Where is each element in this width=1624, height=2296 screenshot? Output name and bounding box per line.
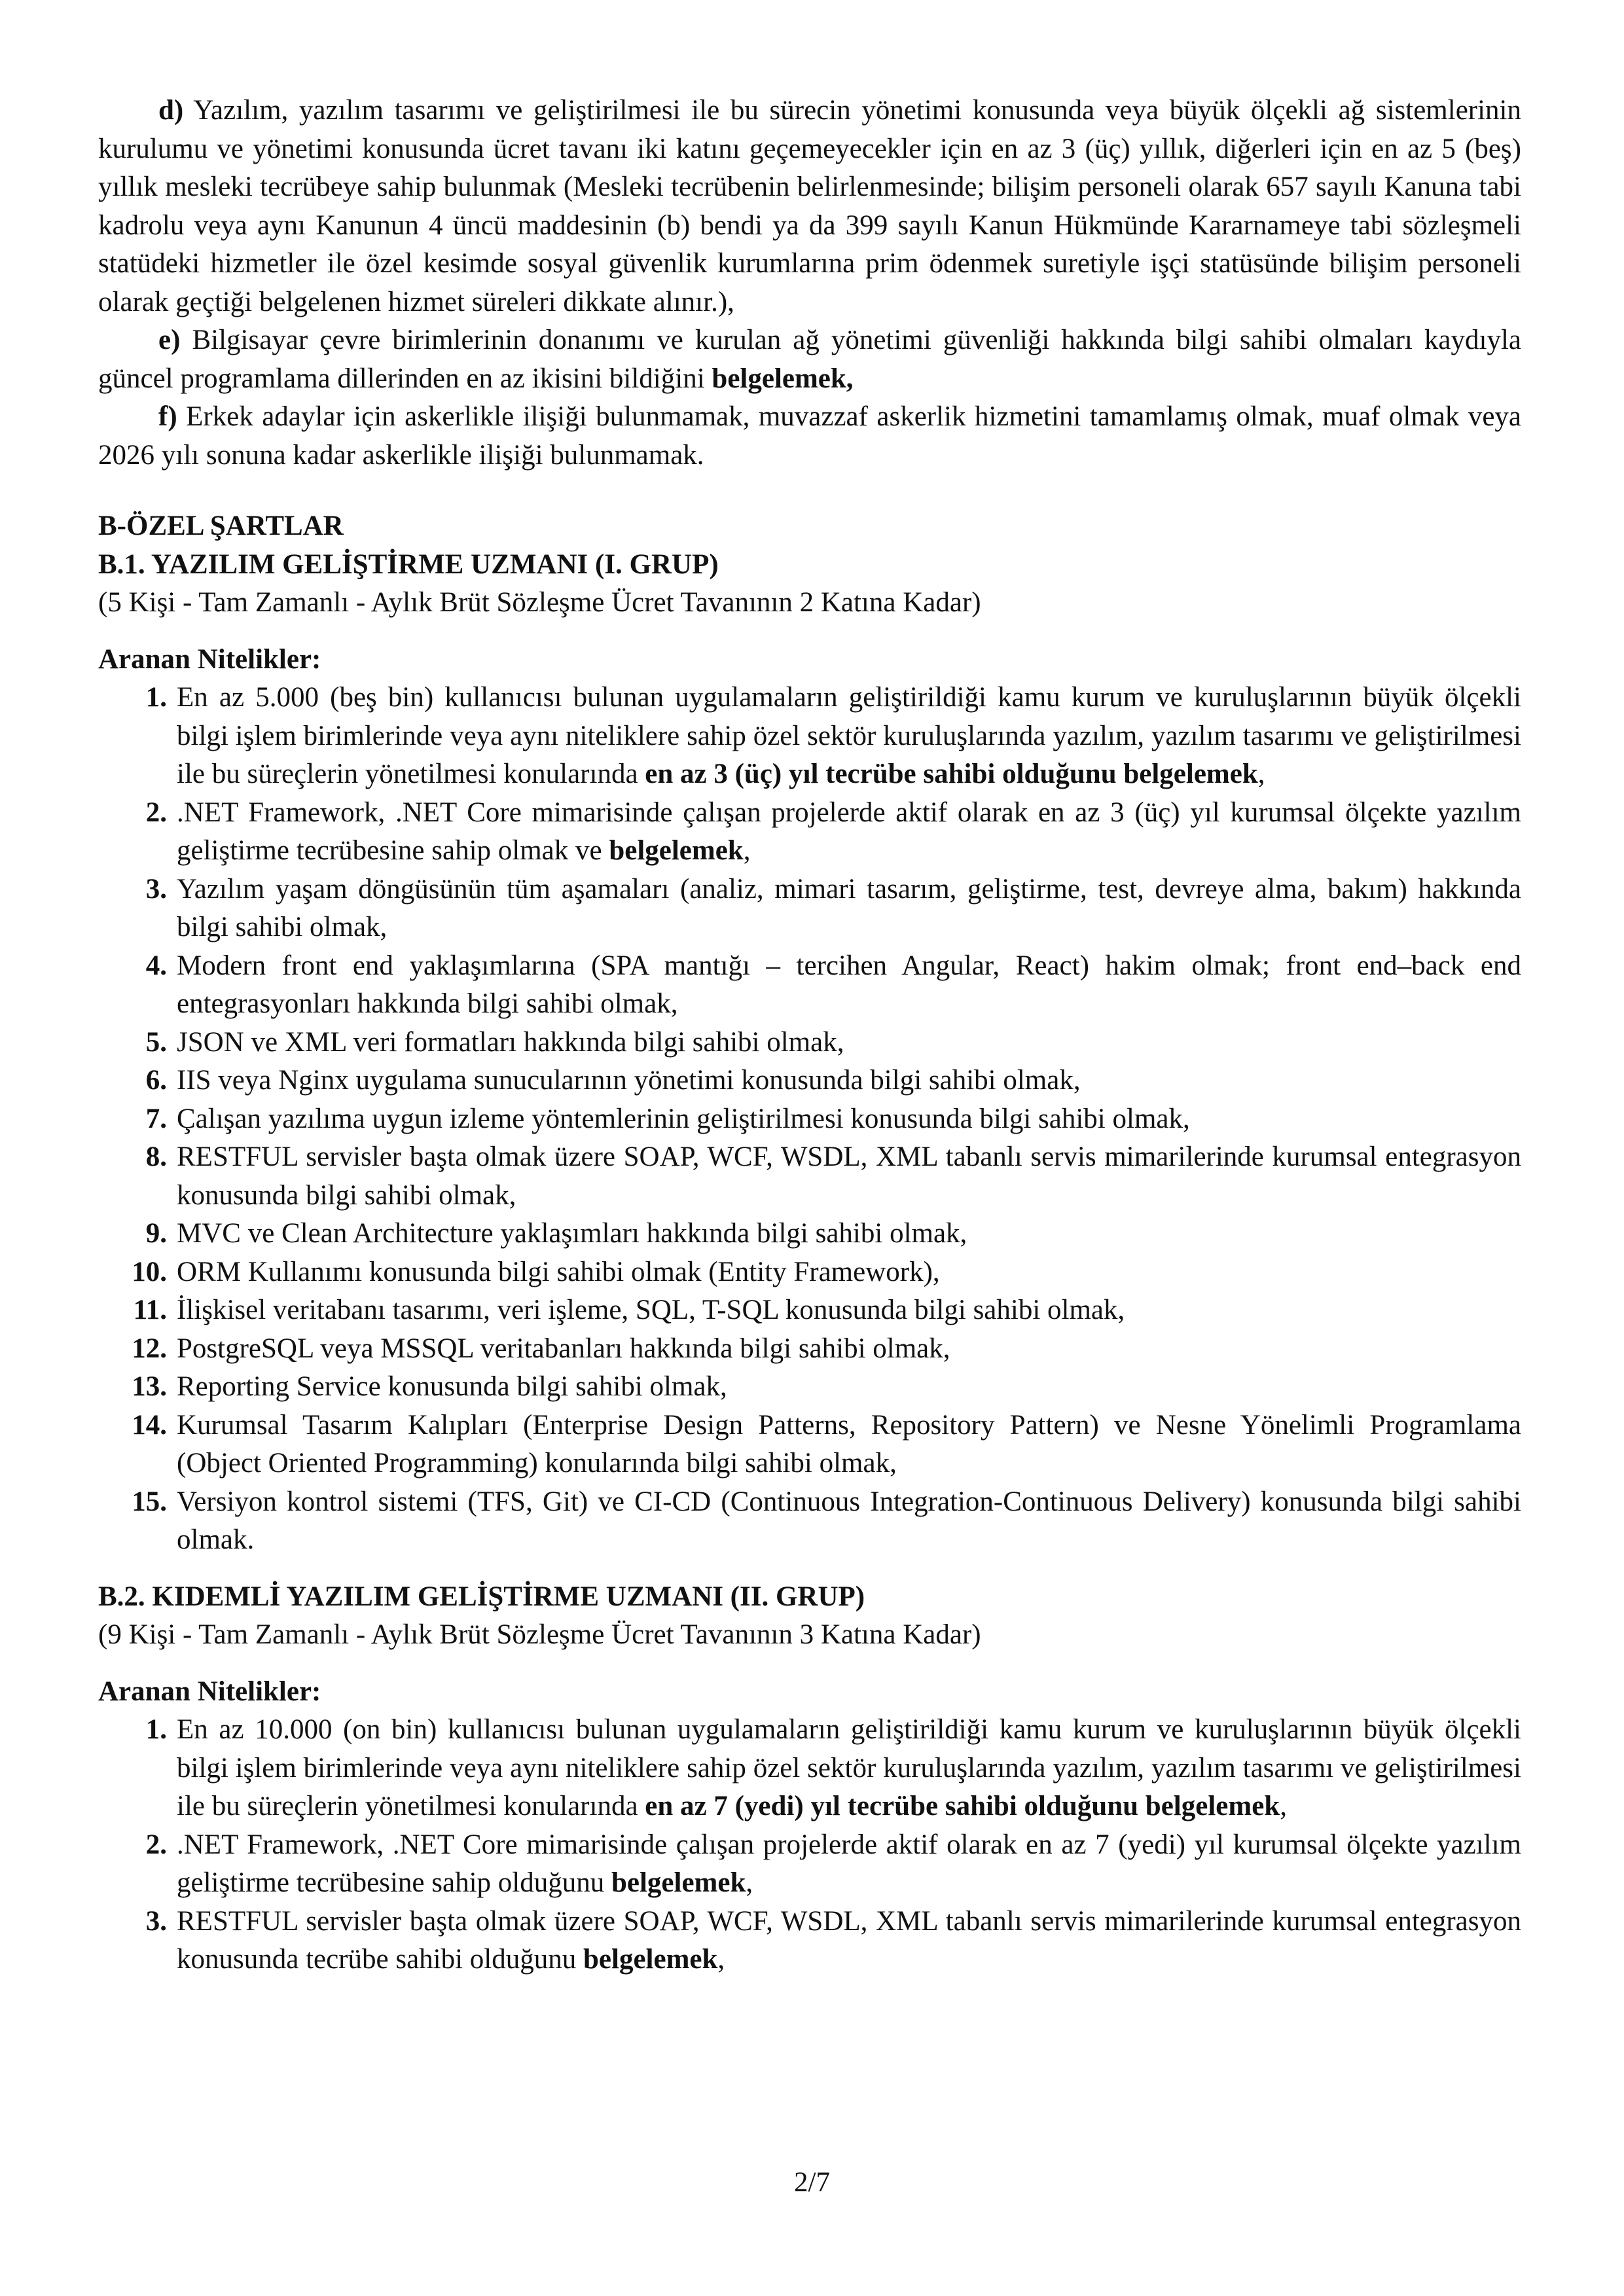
group1-qualifications-heading: Aranan Nitelikler: xyxy=(98,643,321,675)
list-item-number: 7. xyxy=(145,1103,167,1134)
list-item-number: 3. xyxy=(145,873,167,905)
list-item-text: RESTFUL servisler başta olmak üzere SOAP, WCF, WSDL, XML tabanlı servis mimarilerinde kurumsal entegrasyon konusunda tecrübe sahibi olduğunu xyxy=(177,1905,1521,1975)
list-item-text: .NET Framework, .NET Core mimarisinde çalışan projelerde aktif olarak en az 7 (yedi) yıl kurumsal ölçekte yazılım geliştirme tecrübesine sahip olduğunu xyxy=(177,1829,1521,1898)
list-item-text: RESTFUL servisler başta olmak üzere SOAP, WCF, WSDL, XML tabanlı servis mimarilerinde kurumsal entegrasyon konusunda bilgi sahibi olmak, xyxy=(177,1141,1521,1211)
list-item-emphasis: belgelemek xyxy=(611,1867,746,1898)
list-item-emphasis: belgelemek xyxy=(609,835,744,866)
group2-title: B.2. KIDEMLİ YAZILIM GELİŞTİRME UZMANI (II. GRUP) xyxy=(98,1581,865,1612)
list-item-text: PostgreSQL veya MSSQL veritabanları hakkında bilgi sahibi olmak, xyxy=(177,1333,950,1364)
list-item-number: 9. xyxy=(145,1218,167,1249)
list-item-number: 2. xyxy=(145,1829,167,1860)
paragraph-f xyxy=(98,398,1521,475)
list-item xyxy=(98,1062,1521,1100)
list-item-tail: , xyxy=(717,1944,725,1975)
list-item xyxy=(98,1368,1521,1407)
group2-subtitle: (9 Kişi - Tam Zamanlı - Aylık Brüt Sözleşme Ücret Tavanının 3 Katına Kadar) xyxy=(98,1619,981,1650)
list-item xyxy=(98,1826,1521,1903)
list-item-tail: , xyxy=(1280,1791,1287,1821)
list-item-number: 12. xyxy=(132,1333,167,1364)
list-item xyxy=(98,1407,1521,1483)
group1-title: B.1. YAZILIM GELİŞTİRME UZMANI (I. GRUP) xyxy=(98,548,719,580)
list-item xyxy=(98,1100,1521,1139)
list-item-text: En az 10.000 (on bin) kullanıcısı bulunan uygulamaların geliştirildiği kamu kurum ve kuruluşlarının büyük ölçekli bilgi işlem birimlerinde veya aynı niteliklere sahip özel sektör kuruluşlarında yazılım, yazılım tasarımı ve geliştirilmesi ile bu süreçlerin yönetilmesi konularında xyxy=(177,1714,1521,1821)
group1-subtitle: (5 Kişi - Tam Zamanlı - Aylık Brüt Sözleşme Ücret Tavanının 2 Katına Kadar) xyxy=(98,587,981,618)
list-item-text: ORM Kullanımı konusunda bilgi sahibi olmak (Entity Framework), xyxy=(177,1256,940,1287)
list-item-text: Reporting Service konusunda bilgi sahibi olmak, xyxy=(177,1371,727,1402)
list-item-number: 11. xyxy=(133,1295,167,1325)
list-item-number: 15. xyxy=(132,1486,167,1517)
document-page xyxy=(98,92,1521,1979)
list-item-number: 5. xyxy=(145,1026,167,1058)
list-item xyxy=(98,1483,1521,1560)
paragraph-e-bold: belgelemek, xyxy=(712,363,854,394)
list-item-text: .NET Framework, .NET Core mimarisinde çalışan projelerde aktif olarak en az 3 (üç) yıl kurumsal ölçekte yazılım geliştirme tecrübesine sahip olmak ve xyxy=(177,797,1521,866)
list-item-text: Çalışan yazılıma uygun izleme yöntemlerinin geliştirilmesi konusunda bilgi sahibi olmak, xyxy=(177,1103,1190,1134)
paragraph-f-text: Erkek adaylar için askerlikle ilişiği bulunmamak, muvazzaf askerlik hizmetini tamamlamış olmak, muaf olmak veya 2026 yılı sonuna kadar askerlikle ilişiği bulunmamak. xyxy=(98,401,1521,471)
list-item-emphasis: en az 3 (üç) yıl tecrübe sahibi olduğunu belgelemek xyxy=(645,759,1258,789)
list-item-number: 3. xyxy=(145,1905,167,1937)
page-number: 2/7 xyxy=(794,2167,830,2198)
paragraph-e xyxy=(98,321,1521,398)
list-item-text: Versiyon kontrol sistemi (TFS, Git) ve CI-CD (Continuous Integration-Continuous Delivery) konusunda bilgi sahibi olmak. xyxy=(177,1486,1521,1555)
list-item-tail: , xyxy=(746,1867,753,1898)
list-item-text: Yazılım yaşam döngüsünün tüm aşamaları (analiz, mimari tasarım, geliştirme, test, devreye alma, bakım) hakkında bilgi sahibi olmak, xyxy=(177,873,1521,942)
list-item-number: 2. xyxy=(145,797,167,828)
list-item-text: İlişkisel veritabanı tasarımı, veri işleme, SQL, T-SQL konusunda bilgi sahibi olmak, xyxy=(177,1295,1125,1325)
list-item-tail: , xyxy=(1257,759,1265,789)
group1-qualification-list xyxy=(98,679,1521,1560)
paragraph-f-label: f) xyxy=(158,401,177,432)
list-item xyxy=(98,1711,1521,1826)
group2-qualification-list xyxy=(98,1711,1521,1979)
list-item-number: 1. xyxy=(145,682,167,713)
list-item-text: IIS veya Nginx uygulama sunucularının yönetimi konusunda bilgi sahibi olmak, xyxy=(177,1065,1081,1096)
list-item-text: Modern front end yaklaşımlarına (SPA mantığı – tercihen Angular, React) hakim olmak; front end–back end entegrasyonları hakkında bilgi sahibi olmak, xyxy=(177,950,1521,1019)
list-item-tail: , xyxy=(743,835,751,866)
list-item-number: 6. xyxy=(145,1065,167,1096)
list-item xyxy=(98,1024,1521,1062)
paragraph-d-label: d) xyxy=(158,95,184,126)
list-item xyxy=(98,1138,1521,1215)
paragraph-d-text: Yazılım, yazılım tasarımı ve geliştirilmesi ile bu sürecin yönetimi konusunda veya büyük ölçekli ağ sistemlerinin kurulumu ve yönetimi konusunda ücret tavanı iki katını geçemeyecekler için en az 3 (üç) yıllık, diğerleri için en az 5 (beş) yıllık mesleki tecrübeye sahip bulunmak (Mesleki tecrübenin belirlenmesinde; bilişim personeli olarak 657 sayılı Kanuna tabi kadrolu veya aynı Kanunun 4 üncü maddesinin (b) bendi ya da 399 sayılı Kanun Hükmünde Kararnameye tabi sözleşmeli statüdeki hizmetler ile özel kesimde sosyal güvenlik kurumlarına prim ödenmek suretiyle işçi statüsünde bilişim personeli olarak geçtiği belgelenen hizmet süreleri dikkate alınır.), xyxy=(98,95,1521,317)
list-item-emphasis: en az 7 (yedi) yıl tecrübe sahibi olduğunu belgelemek xyxy=(645,1791,1280,1821)
list-item xyxy=(98,794,1521,870)
list-item xyxy=(98,870,1521,947)
list-item-text: En az 5.000 (beş bin) kullanıcısı bulunan uygulamaların geliştirildiği kamu kurum ve kuruluşlarının büyük ölçekli bilgi işlem birimlerinde veya aynı niteliklere sahip özel sektör kuruluşlarında yazılım, yazılım tasarımı ve geliştirilmesi ile bu süreçlerin yönetilmesi konularında xyxy=(177,682,1521,789)
paragraph-e-label: e) xyxy=(158,325,181,355)
list-item-number: 8. xyxy=(145,1141,167,1172)
paragraph-d xyxy=(98,92,1521,321)
list-item-number: 1. xyxy=(145,1714,167,1745)
list-item xyxy=(98,947,1521,1024)
list-item-text: Kurumsal Tasarım Kalıpları (Enterprise Design Patterns, Repository Pattern) ve Nesne Yönelimli Programlama (Object Oriented Programming) konularında bilgi sahibi olmak, xyxy=(177,1409,1521,1479)
list-item-text: MVC ve Clean Architecture yaklaşımları hakkında bilgi sahibi olmak, xyxy=(177,1218,967,1249)
list-item xyxy=(98,679,1521,794)
list-item-number: 4. xyxy=(145,950,167,981)
list-item-number: 13. xyxy=(132,1371,167,1402)
list-item-number: 14. xyxy=(132,1409,167,1441)
paragraph-e-text: Bilgisayar çevre birimlerinin donanımı ve kurulan ağ yönetimi güvenliği hakkında bilgi sahibi olmaları kaydıyla güncel programlama dillerinden en az ikisini bildiğini xyxy=(98,325,1521,394)
group2-qualifications-heading: Aranan Nitelikler: xyxy=(98,1676,321,1707)
list-item xyxy=(98,1215,1521,1253)
list-item xyxy=(98,1253,1521,1292)
list-item-number: 10. xyxy=(132,1256,167,1287)
list-item-emphasis: belgelemek xyxy=(583,1944,718,1975)
list-item xyxy=(98,1291,1521,1330)
list-item-text: JSON ve XML veri formatları hakkında bilgi sahibi olmak, xyxy=(177,1026,844,1058)
special-conditions-heading: B-ÖZEL ŞARTLAR xyxy=(98,511,344,541)
list-item xyxy=(98,1330,1521,1369)
list-item xyxy=(98,1903,1521,1979)
